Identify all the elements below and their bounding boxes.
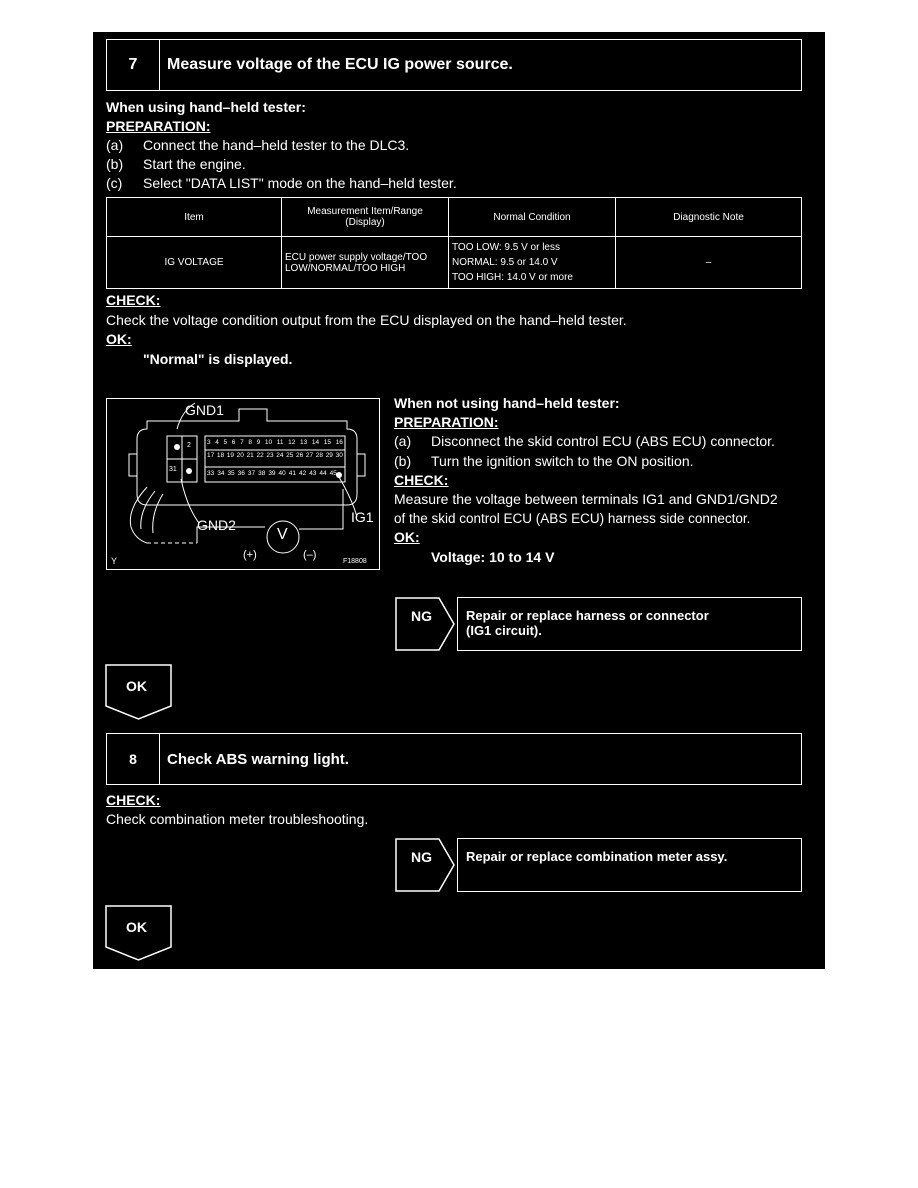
label-minus: (–) — [303, 549, 317, 561]
header-normal: Normal Condition — [449, 198, 616, 237]
no-tester-ok-label: OK: — [394, 529, 420, 545]
pin-label: 44 — [319, 470, 327, 477]
pin-label: 12 — [288, 439, 296, 446]
step-number: 8 — [107, 734, 160, 784]
pin-label: 4 — [215, 439, 219, 446]
pin-label: 15 — [323, 439, 331, 446]
no-tester-step-b — [394, 452, 814, 471]
step-label: (c) — [106, 175, 123, 191]
step8-check-label: CHECK: — [106, 792, 161, 808]
pin-label: 40 — [278, 470, 286, 477]
pin-label: 9 — [256, 439, 261, 446]
harness-wires-c — [153, 494, 163, 533]
pin-label: 28 — [315, 452, 324, 459]
ng-result-1-line1: Repair or replace harness or connector — [466, 608, 709, 623]
pin-label: 23 — [266, 452, 274, 459]
pin-label: 25 — [286, 452, 294, 459]
step-title: Measure voltage of the ECU IG power source. — [167, 56, 513, 73]
label-ig1: IG1 — [351, 509, 374, 525]
step-text: Select "DATA LIST" mode on the hand–held tester. — [143, 175, 457, 191]
step-label: (b) — [106, 156, 124, 172]
pin-label: 24 — [276, 452, 284, 459]
label-gnd2: GND2 — [197, 517, 236, 533]
pin-label: 37 — [247, 470, 256, 477]
normal-line-3: TOO HIGH: 14.0 V or more — [452, 272, 573, 283]
pin-label: 45 — [329, 470, 337, 477]
gnd2-pin-dot — [186, 468, 192, 474]
pin-label: 22 — [256, 452, 264, 459]
pin-row-1 — [207, 439, 343, 446]
cell-normal — [449, 237, 616, 289]
tester-check-text: Check the voltage condition output from the ECU displayed on the hand–held tester. — [106, 312, 627, 328]
step-7-header — [106, 39, 802, 91]
step-number: 7 — [107, 40, 160, 90]
label-corner: Y — [111, 556, 118, 566]
step-text: Start the engine. — [143, 156, 246, 172]
ng-arrow-1 — [395, 597, 457, 651]
header-measurement-line2: (Display) — [345, 217, 385, 228]
no-tester-check-line1: Measure the voltage between terminals IG1 and GND1/GND2 — [394, 491, 778, 507]
ng-result-box-2 — [457, 838, 802, 892]
header-note: Diagnostic Note — [616, 198, 802, 237]
tester-prep-label: PREPARATION: — [106, 118, 211, 134]
probe-line-right — [299, 489, 343, 529]
label-voltmeter: V — [277, 526, 288, 543]
diagram-drawing — [107, 399, 379, 569]
step-text: Turn the ignition switch to the ON position. — [431, 453, 694, 469]
pin-label: 39 — [268, 470, 276, 477]
ng-result-1-line2: (IG1 circuit). — [466, 623, 542, 638]
pin-label: 26 — [296, 452, 304, 459]
no-tester-ok-text: Voltage: 10 to 14 V — [431, 549, 555, 565]
pin-label: 27 — [305, 452, 314, 459]
pin-label: 17 — [207, 452, 215, 459]
ok-label-1: OK — [126, 678, 147, 694]
pin-label: 43 — [309, 470, 317, 477]
step-text: Connect the hand–held tester to the DLC3. — [143, 137, 410, 153]
pin-label: 21 — [246, 452, 254, 459]
tester-check-label: CHECK: — [106, 292, 161, 308]
pin-label: 20 — [236, 452, 244, 459]
ng-arrow-2 — [395, 838, 457, 892]
pin-label: 36 — [237, 470, 245, 477]
header-measurement — [282, 198, 449, 237]
header-item: Item — [107, 198, 282, 237]
connector-diagram — [106, 398, 380, 570]
pin-label: 41 — [288, 470, 296, 477]
connector-latch-left — [129, 454, 137, 476]
step-text: Disconnect the skid control ECU (ABS ECU) connector. — [431, 433, 775, 449]
no-tester-prep-label: PREPARATION: — [394, 414, 499, 430]
pin-label: 19 — [226, 452, 235, 459]
cell-item: IG VOLTAGE — [107, 237, 282, 289]
tester-ok-label: OK: — [106, 331, 132, 347]
pin-label: 38 — [258, 470, 266, 477]
step-label: (a) — [394, 433, 412, 449]
no-tester-heading: When not using hand–held tester: — [394, 395, 620, 411]
no-tester-check-label: CHECK: — [394, 472, 449, 488]
cell-note: – — [616, 237, 802, 289]
tester-heading: When using hand–held tester: — [106, 99, 306, 115]
label-pin-31: 31 — [169, 466, 177, 473]
pin-row-2 — [207, 452, 343, 459]
pin-label: 18 — [216, 452, 225, 459]
no-tester-step-a — [394, 432, 814, 451]
normal-line-1: TOO LOW: 9.5 V or less — [452, 242, 560, 253]
pin-label: 16 — [335, 439, 343, 446]
pin-label: 11 — [276, 439, 284, 446]
pin-label: 42 — [298, 470, 307, 477]
tester-step-b — [106, 155, 706, 174]
pin-label: 35 — [227, 470, 235, 477]
gnd1-pin-dot — [174, 444, 180, 450]
pin-label: 5 — [223, 439, 228, 446]
step-label: (a) — [106, 137, 124, 153]
pin-label: 14 — [311, 439, 320, 446]
label-pin-2: 2 — [187, 442, 191, 449]
ng-label-2: NG — [411, 849, 432, 865]
data-list-table — [106, 197, 802, 289]
ng-result-2-line1: Repair or replace combination meter assy. — [466, 849, 728, 864]
step-title: Check ABS warning light. — [167, 750, 349, 768]
step8-check-text: Check combination meter troubleshooting. — [106, 811, 369, 827]
pin-label: 3 — [207, 439, 211, 446]
header-measurement-line1: Measurement Item/Range — [307, 206, 423, 217]
step-8-header — [106, 733, 802, 785]
harness-wires-a — [130, 487, 147, 543]
tester-ok-text: "Normal" is displayed. — [143, 351, 293, 367]
no-tester-check-line2: of the skid control ECU (ABS ECU) harness side connector. — [394, 511, 751, 526]
label-fig-id: F18808 — [343, 558, 367, 565]
step-label: (b) — [394, 453, 412, 469]
pin-label: 34 — [217, 470, 225, 477]
tester-step-c — [106, 174, 706, 193]
manual-page — [93, 32, 825, 969]
pin-label: 10 — [264, 439, 273, 446]
pin-label: 29 — [325, 452, 333, 459]
label-gnd1: GND1 — [185, 402, 224, 418]
pin-row-3 — [207, 470, 337, 477]
label-plus: (+) — [243, 549, 257, 561]
connector-latch-right — [357, 454, 365, 476]
cell-measurement: ECU power supply voltage/TOO LOW/NORMAL/TOO HIGH — [282, 237, 449, 289]
ng-label-1: NG — [411, 608, 432, 624]
pin-label: 33 — [207, 470, 215, 477]
pin-label: 13 — [300, 439, 308, 446]
normal-line-2: NORMAL: 9.5 or 14.0 V — [452, 257, 558, 268]
ok-label-2: OK — [126, 919, 147, 935]
pin-label: 30 — [335, 452, 343, 459]
tester-step-a — [106, 136, 706, 155]
pin-label: 6 — [231, 439, 236, 446]
pin-label: 8 — [248, 439, 252, 446]
ng-result-text-1 — [466, 608, 709, 638]
ng-result-box-1 — [457, 597, 802, 651]
pin-label: 7 — [240, 439, 244, 446]
ng-result-text-2 — [466, 849, 727, 864]
